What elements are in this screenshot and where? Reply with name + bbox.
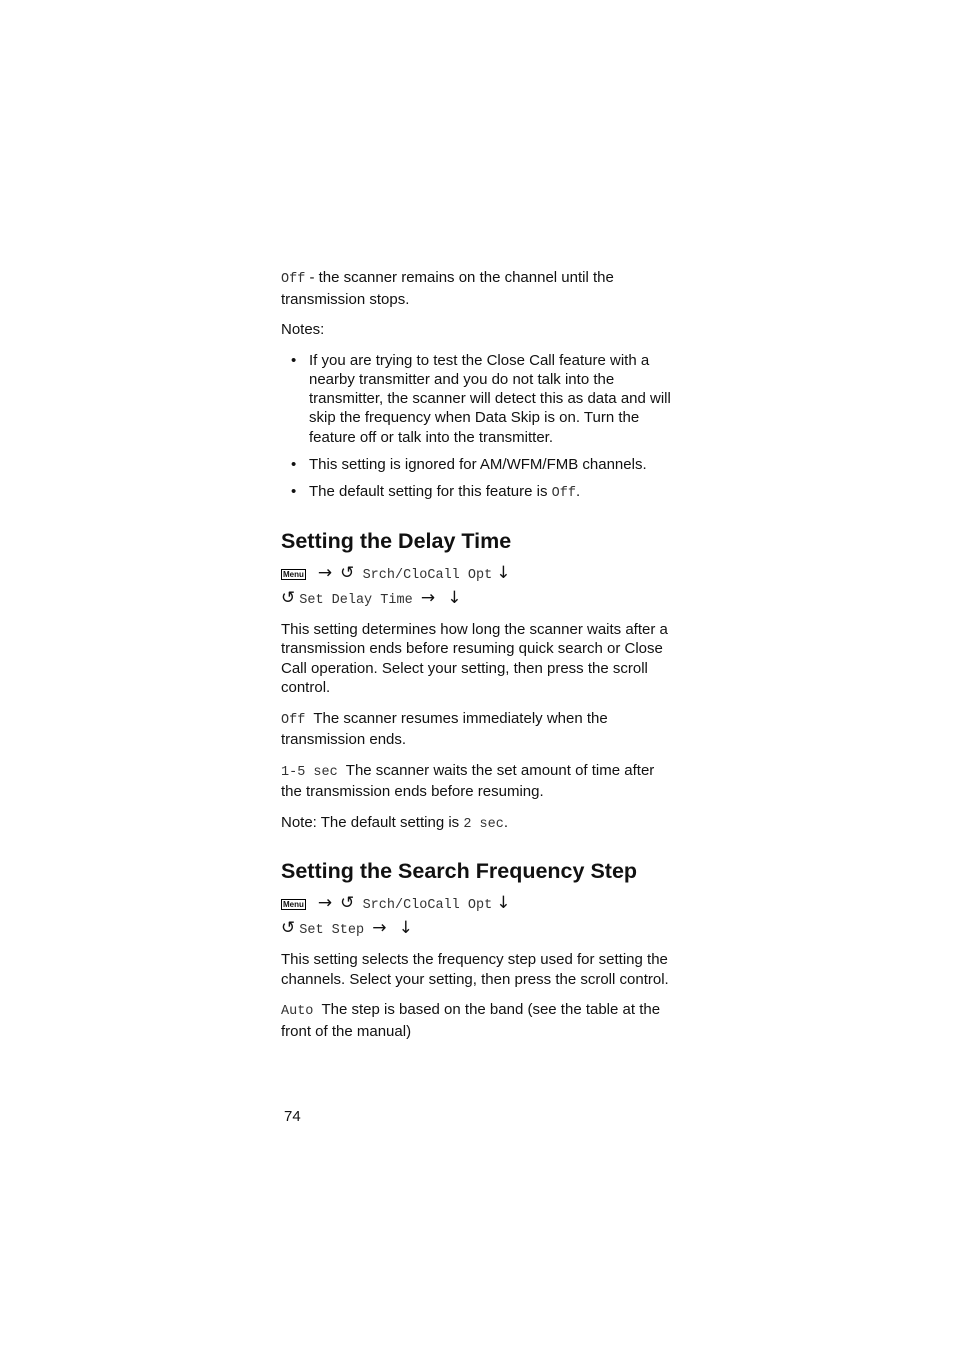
list-item	[281, 455, 671, 474]
arrow-right-icon: →	[317, 893, 333, 914]
rotate-icon: ↺	[281, 587, 296, 608]
option-code: Off	[281, 712, 306, 728]
step-menu-path	[281, 892, 671, 942]
rotate-icon: ↺	[340, 562, 355, 583]
note-text: If you are trying to test the Close Call feature with a nearby transmitter and you do not talk into the transmitter, the scanner will detect this as data and will skip the frequency when Data Skip is on. Turn the feature off or talk into the transmitter.	[309, 351, 671, 446]
delay-option-off	[281, 709, 671, 750]
page-number: 74	[284, 1108, 301, 1125]
delay-option-range	[281, 761, 671, 802]
menu-step-1: Srch/CloCall Opt	[362, 898, 493, 914]
list-item	[281, 351, 671, 447]
off-code: Off	[281, 272, 306, 287]
bullet-icon: •	[291, 483, 297, 501]
menu-step-1: Srch/CloCall Opt	[362, 567, 493, 583]
delay-description: This setting determines how long the scanner waits after a transmission ends before resuming quick search or Close Call operation. Select your setting, then press the scroll control.	[281, 620, 668, 697]
menu-key-icon: Menu	[283, 569, 304, 579]
off-description: - the scanner remains on the channel until the transmission stops.	[281, 269, 614, 308]
step-description: This setting selects the frequency step used for setting the channels. Select your setting, then press the scroll control.	[281, 951, 669, 988]
option-text: The scanner waits the set amount of time after the transmission ends before resuming.	[281, 761, 655, 801]
rotate-icon: ↺	[340, 893, 355, 914]
option-code: 1-5 sec	[281, 764, 338, 780]
arrow-right-icon: →	[372, 918, 387, 939]
option-code: Auto	[281, 1004, 314, 1020]
delay-menu-path	[281, 562, 671, 612]
note-default-prefix: The default setting for this feature is	[309, 483, 552, 501]
step-heading: Setting the Search Frequency Step	[281, 859, 638, 884]
bullet-icon: •	[291, 455, 297, 473]
notes-list	[281, 351, 671, 504]
note-prefix: Note: The default setting is	[281, 813, 464, 831]
rotate-icon: ↺	[281, 918, 296, 939]
bullet-icon: •	[291, 351, 297, 369]
option-text: The scanner resumes immediately when the transmission ends.	[281, 709, 608, 749]
arrow-down-icon: ↓	[447, 587, 462, 608]
step-option-auto	[281, 1000, 671, 1041]
delay-default-note	[281, 813, 671, 835]
arrow-right-icon: →	[317, 562, 333, 583]
arrow-down-icon: ↓	[496, 893, 511, 914]
page-content	[281, 268, 671, 1052]
note-text: This setting is ignored for AM/WFM/FMB channels.	[309, 455, 647, 473]
note-default-code: Off	[551, 486, 576, 502]
arrow-right-icon: →	[420, 587, 436, 608]
arrow-down-icon: ↓	[496, 562, 511, 583]
note-code: 2 sec	[463, 816, 504, 832]
arrow-down-icon: ↓	[398, 918, 413, 939]
menu-step-2: Set Delay Time	[299, 592, 413, 608]
note-default-suffix: .	[575, 483, 581, 501]
delay-heading: Setting the Delay Time	[281, 528, 512, 553]
off-paragraph	[281, 268, 671, 309]
menu-step-2: Set Step	[299, 923, 365, 939]
list-item	[281, 482, 671, 503]
menu-key-icon: Menu	[283, 900, 304, 910]
notes-label: Notes:	[281, 321, 325, 338]
note-suffix: .	[503, 813, 509, 831]
option-text: The step is based on the band (see the table at the front of the manual)	[281, 1001, 661, 1040]
